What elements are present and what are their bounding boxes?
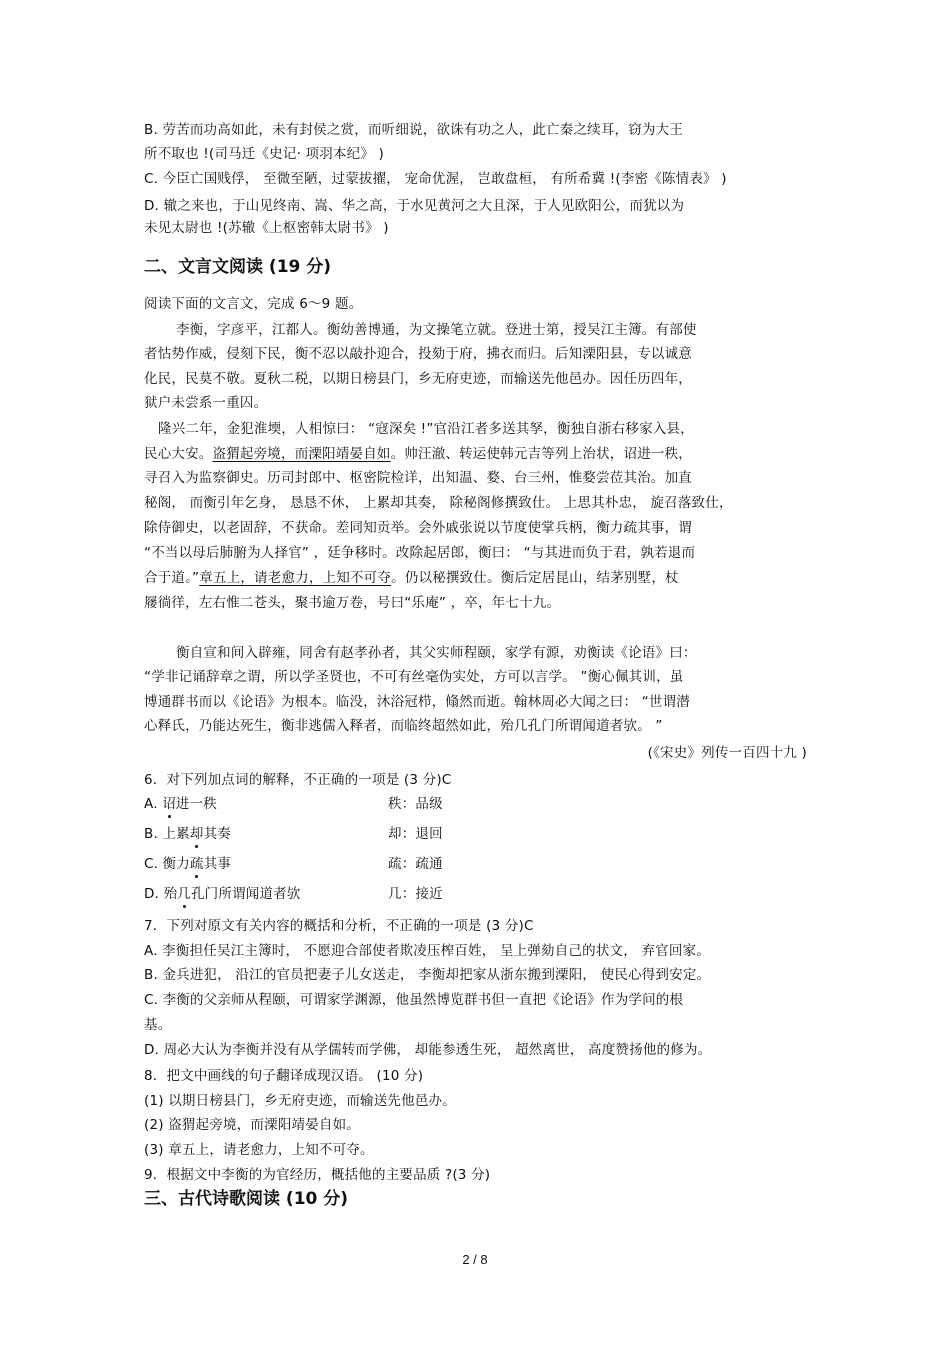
q6-option-a [144, 795, 443, 813]
passage-text: 合于道。” [144, 570, 200, 586]
passage-p3-line2: “学非记诵辞章之谓，所以学圣贤也，不可有丝毫伪实处，方可以言学。 ”衡心佩其训，虽 [144, 669, 684, 685]
passage-p3-line1: 衡自宣和间入辟雍，同舍有赵孝孙者，其父实师程颐，家学有源，劝衡读《论语》曰： [176, 645, 697, 661]
q8-item-2: (2) 盗猬起旁境，而溧阳靖晏自如。 [144, 1117, 361, 1133]
emphasized-word: 却 [189, 826, 204, 842]
q7-option-c-line1: C. 李衡的父亲师从程颐，可谓家学渊源，他虽然博览群书但一直把《论语》作为学问的根 [144, 992, 684, 1008]
passage-p2-line2 [144, 445, 692, 463]
passage-p2-line5: 除侍御史，以老固辞，不获命。差同知贡举。会外戚张说以节度使掌兵柄，衡力疏其事，谓 [144, 520, 692, 536]
passage-p3-line4: 心释氏，乃能达死生，衡非逃儒入释者，而临终超然如此，殆几孔门所谓闻道者欤。 ” [144, 718, 663, 734]
option-explanation: 却：退回 [388, 826, 443, 842]
option-prefix: C. 衡力 [144, 856, 191, 872]
q6-stem: 6．对下列加点词的解释，不正确的一项是 (3 分)C [144, 772, 452, 788]
passage-p2-line6: “不当以母后肺腑为人择官” ，廷争移时。改除起居郎，衡曰： “与其进而负于君，孰若退而 [144, 545, 696, 561]
option-text: 其奏 [203, 826, 231, 842]
option-prefix: A. [144, 796, 163, 812]
passage-p2-line4: 秘阁， 而衡引年乞身， 恳恳不休， 上累却其奏， 除秘阁修撰致仕。 上思其朴忠， 旋召落致仕， [144, 495, 733, 511]
passage-p3-line3: 博通群书而以《论语》为根本。临没，沐浴冠栉，翛然而逝。翰林周必大闻之曰： “世谓潜 [144, 694, 690, 710]
underlined-sentence-2: 盗猬起旁境，而溧阳靖晏自如 [212, 446, 391, 462]
q5-option-b-line1: B. 劳苦而功高如此，未有封侯之赏，而听细说，欲诛有功之人，此亡秦之续耳，窃为大王 [144, 122, 684, 138]
passage-p1-line4: 狱户未尝系一重囚。 [144, 395, 268, 411]
passage-p2-line3: 寻召入为监察御史。历司封郎中、枢密院检详，出知温、婺、台三州，惟婺尝莅其治。加直 [144, 470, 692, 486]
option-prefix: D. 殆 [144, 886, 178, 902]
emphasized-word: 疏 [190, 856, 204, 872]
passage-p1-line1: 李衡，字彦平，江都人。衡幼善博通，为文操笔立就。登进士第，授吴江主簿。有部使 [176, 322, 697, 338]
option-text: 孔门所谓闻道者欤 [190, 886, 301, 902]
option-prefix: B. 上累 [144, 826, 190, 842]
passage-p2-line7 [144, 569, 679, 587]
passage-text: 。帅汪澈、转运使韩元吉等列上治状，诏进一秩， [390, 446, 693, 462]
q5-option-b-line2: 所不取也 !(司马迁《史记· 项羽本纪》 ) [144, 146, 385, 162]
q6-option-c [144, 855, 443, 873]
passage-text: 民心大安。 [144, 446, 213, 462]
q5-option-c: C. 今臣亡国贱俘， 至微至陋，过蒙拔擢， 宠命优渥， 岂敢盘桓， 有所希冀 !(李密《陈情表》 ) [144, 171, 727, 187]
emphasized-word: 诏 [162, 796, 176, 812]
q8-item-3: (3) 章五上，请老愈力，上知不可夺。 [144, 1142, 374, 1158]
q6-option-d [144, 885, 443, 903]
q5-option-d-line1: D. 辙之来也，于山见终南、嵩、华之高，于水见黄河之大且深，于人见欧阳公，而犹以为 [144, 198, 685, 214]
underlined-sentence-3: 章五上，请老愈力，上知不可夺 [199, 570, 392, 586]
q5-option-d-line2: 未见太尉也 !(苏辙《上枢密韩太尉书》 ) [144, 220, 389, 236]
option-explanation: 秩：品级 [388, 796, 443, 812]
passage-source: (《宋史》列传一百四十九 ) [647, 745, 807, 761]
option-text: 其事 [203, 856, 232, 872]
q9-stem: 9．根据文中李衡的为官经历，概括他的主要品质 ?(3 分) [144, 1167, 491, 1183]
section-2-instruction: 阅读下面的文言文，完成 6～9 题。 [144, 296, 363, 312]
q7-option-b: B. 金兵进犯， 沿江的官员把妻子儿女送走， 李衡却把家从浙东搬到溧阳， 使民心得到安定。 [144, 967, 711, 983]
passage-p2-line8: 屦徜徉，左右惟二苍头，聚书逾万卷，号曰“乐庵” ，卒，年七十九。 [144, 595, 561, 611]
q7-option-c-line2: 基。 [144, 1017, 172, 1033]
passage-p1-line2: 者怙势作威，侵刻下民，衡不忍以敲扑迎合，投劾于府，拂衣而归。后知溧阳县，专以诚意 [144, 346, 692, 362]
option-text: 进一秩 [175, 796, 217, 812]
passage-p2-line1: 隆兴二年，金犯淮堧，人相惊曰： “寇深矣 !”官沿江者多送其孥，衡独自浙右移家入县， [158, 421, 694, 437]
passage-p1-line3: 化民，民莫不敬。夏秋二税，以期日榜县门，乡无府吏迹，而输送先他邑办。因任历四年， [144, 371, 692, 387]
option-explanation: 几：接近 [388, 886, 443, 902]
q8-item-1: (1) 以期日榜县门，乡无府吏迹，而输送先他邑办。 [144, 1093, 456, 1109]
page-number: 2 / 8 [462, 1252, 488, 1267]
q7-option-d: D. 周必大认为李衡并没有从学儒转而学佛， 却能参透生死， 超然离世， 高度赞扬他的修为。 [144, 1042, 712, 1058]
q7-stem: 7．下列对原文有关内容的概括和分析，不正确的一项是 (3 分)C [144, 918, 534, 934]
section-3-heading: 三、古代诗歌阅读 (10 分) [144, 1189, 349, 1209]
section-2-heading: 二、文言文阅读 (19 分) [144, 257, 332, 277]
q6-option-b [144, 825, 443, 843]
q7-option-a: A. 李衡担任吴江主簿时， 不愿迎合部使者欺凌压榨百姓， 呈上弹劾自己的状文， 弃官回家。 [144, 943, 710, 959]
passage-text: 。仍以秘撰致仕。衡后定居昆山，结茅别墅，杖 [391, 570, 679, 586]
q8-stem: 8．把文中画线的句子翻译成现汉语。 (10 分) [144, 1068, 424, 1084]
emphasized-word: 几 [177, 886, 191, 902]
option-explanation: 疏：疏通 [388, 856, 443, 872]
